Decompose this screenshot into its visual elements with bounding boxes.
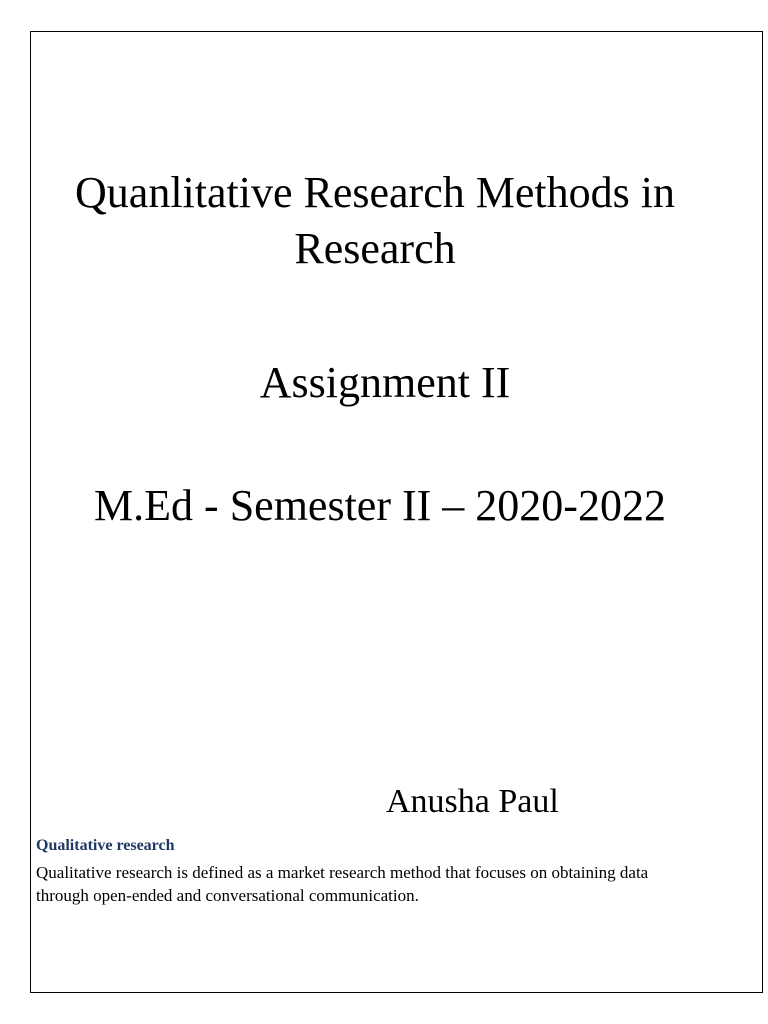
document-title: Quanlitative Research Methods in Research [75,168,675,273]
section-heading: Qualitative research [36,837,175,854]
section-body: Qualitative research is defined as a market research method that focuses on obtaining data through open-ended and conversational communication. [36,863,649,905]
author-name: Anusha Paul [386,783,559,820]
semester-label: M.Ed - Semester II – 2020-2022 [94,481,666,530]
assignment-label: Assignment II [259,358,511,407]
